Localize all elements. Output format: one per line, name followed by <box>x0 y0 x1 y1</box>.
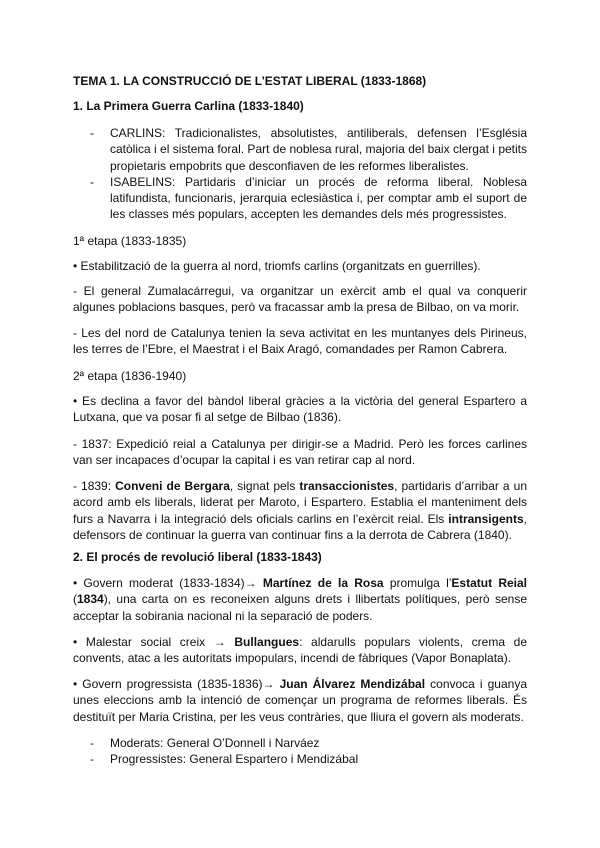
bold-term: transaccionistes <box>299 479 395 493</box>
stage-2-paragraph: • Es declina a favor del bàndol liberal gràcies a la victòria del general Espartero a Lutxana, que va posar fi al setge de Bilbao (1836). <box>73 394 527 425</box>
section-2-paragraph: • Govern progressista (1835-1836)→ Juan Álvarez Mendizábal convoca i guanya unes eleccions amb la intenció de començar un programa de reformes liberals. És destituït per Maria Cristina, per les veus contràries, que lliura el govern als moderats. <box>73 677 528 724</box>
bold-term: Conveni de Bergara <box>115 479 230 493</box>
bold-term: Juan Álvarez Mendizábal <box>279 677 426 691</box>
dash-marker: - <box>90 752 94 767</box>
dash-marker: - <box>90 126 94 140</box>
list-item <box>73 125 527 174</box>
stage-1-paragraph: - Les del nord de Catalunya tenien la seva activitat en les muntanyes dels Pirineus, les terres de l’Ebre, el Maestrat i el Baix Aragó, comandades per Ramon Cabrera. <box>73 326 527 357</box>
stage-1-paragraph: • Estabilització de la guerra al nord, triomfs carlins (organitzats en guerrilles). <box>73 259 481 273</box>
document-title: TEMA 1. LA CONSTRUCCIÓ DE L’ESTAT LIBERAL (1833-1868) <box>73 74 427 88</box>
bold-term: 1834 <box>77 592 104 607</box>
section-2-parties-list <box>73 735 527 768</box>
section-2-heading: 2. El procés de revolució liberal (1833-1843) <box>73 550 322 564</box>
list-item <box>73 174 527 223</box>
stage-2-paragraph: - 1839: Conveni de Bergara, signat pels transaccionistes, partidaris d’arribar a un acord amb els liberals, liderat per Maroto, i Espartero. Establia el manteniment dels furs a Navarra i la integració dels oficials carlins en l’exèrcit reial. Els intransigents, defensors de continuar la guerra van continuar fins a la derrota de Cabrera (1840). <box>73 479 527 542</box>
moderats-text: Moderats: General O’Donnell i Narváez <box>110 736 320 750</box>
bold-term: Estatut Reial <box>451 576 528 590</box>
stage-2-label: 2ª etapa (1836-1940) <box>73 369 187 383</box>
section-1-heading: 1. La Primera Guerra Carlina (1833-1840) <box>73 99 304 113</box>
progressistes-text: Progressistes: General Espartero i Mendizábal <box>110 752 359 767</box>
list-item <box>73 751 527 767</box>
section-2-paragraph: • Govern moderat (1833-1834)→ Martínez de la Rosa promulga l’Estatut Reial (1834), una carta on es reconeixen alguns drets i llibertats polítiques, però sense acceptar la sobirania nacional ni la separació de poders. <box>73 576 528 623</box>
section-1-factions-list <box>73 125 527 223</box>
carlins-text: CARLINS: Tradicionalistes, absolutistes, antiliberals, defensen l’Església catòlica i el sistema foral. Part de noblesa rural, majoria del baix clergat i petits propietaris empobrits que desconfiaven de les reformes liberalistes. <box>110 126 527 173</box>
bold-term: Bullangues <box>234 635 300 649</box>
list-item <box>73 735 527 751</box>
stage-2-paragraph: - 1837: Expedició reial a Catalunya per dirigir-se a Madrid. Però les forces carlines van ser incapaces d’ocupar la capital i es van retirar cap al nord. <box>73 437 527 468</box>
stage-1-label: 1ª etapa (1833-1835) <box>73 234 187 248</box>
bold-term: Martínez de la Rosa <box>262 576 384 590</box>
isabelins-text: ISABELINS: Partidaris d’iniciar un procés de reforma liberal. Noblesa latifundista, funcionaris, jerarquia eclesiàstica i, per comptar amb el suport de les classes més populars, accepten les demandes dels més progressistes. <box>110 174 527 222</box>
dash-marker: - <box>90 174 94 189</box>
section-2-paragraph: • Malestar social creix → Bullangues: aldarulls populars violents, crema de convents, atac a les autoritats impopulars, incendi de fàbriques (Vapor Bonaplata). <box>73 635 527 666</box>
bold-term: intransigents <box>448 511 524 526</box>
dash-marker: - <box>90 736 94 750</box>
stage-1-paragraph: - El general Zumalacárregui, va organitzar un exèrcit amb el qual va conquerir algunes poblacions basques, però va fracassar amb la presa de Bilbao, on va morir. <box>73 284 527 315</box>
